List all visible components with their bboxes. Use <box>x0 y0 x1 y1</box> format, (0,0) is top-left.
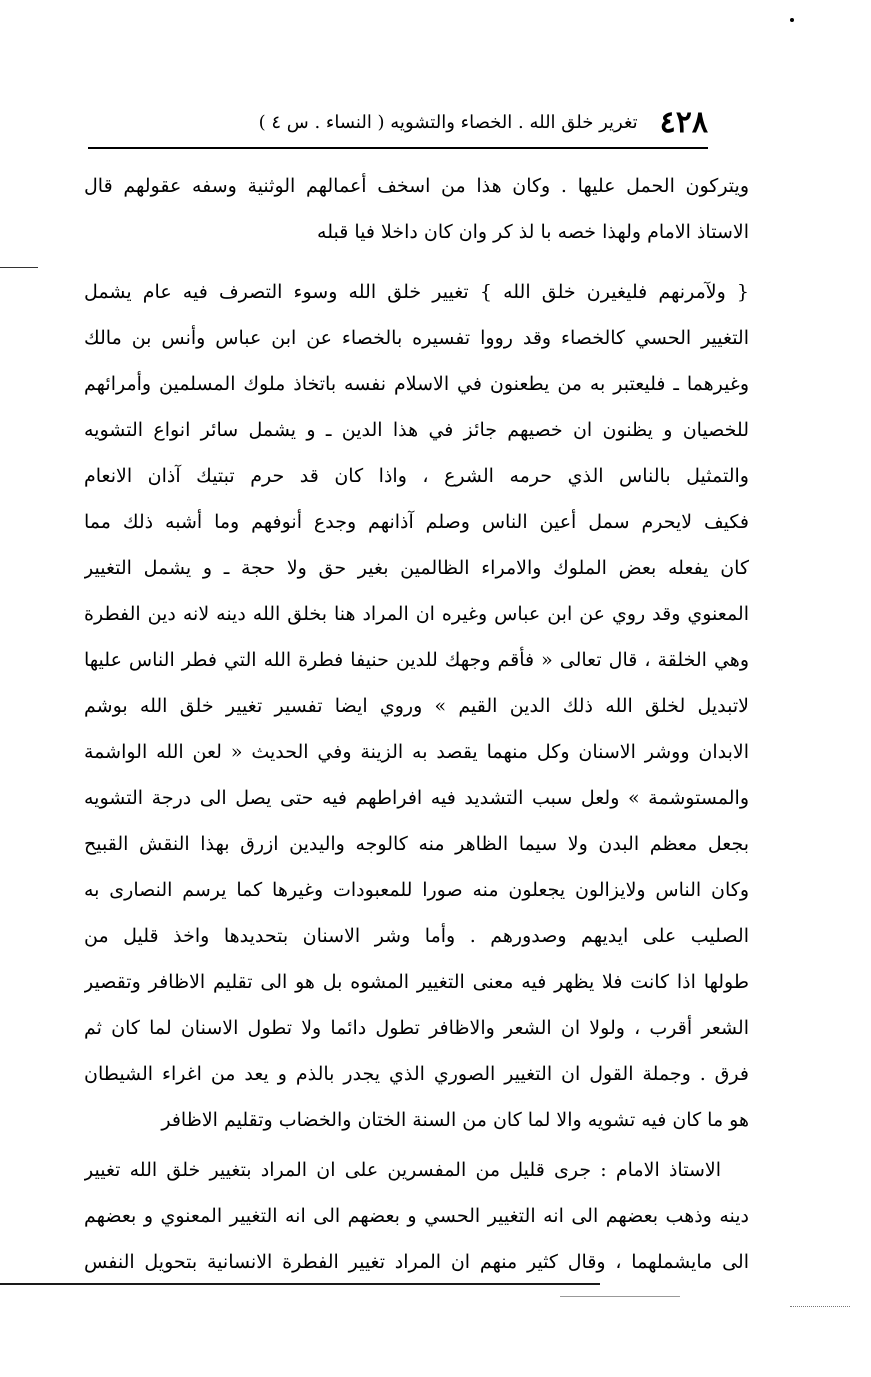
scan-fold-line <box>560 1296 680 1297</box>
margin-mark <box>0 267 38 268</box>
text-line: الى مايشملهما ، وقال كثير منهم ان المراد تغيير الفطرة الانسانية بتحويل النفس <box>84 1251 749 1273</box>
text-line: فكيف لايحرم سمل أعين الناس وصلم آذانهم وجدع أنوفهم وما أشبه ذلك مما <box>84 511 749 533</box>
text-line: المعنوي وقد روي عن ابن عباس وغيره ان المراد هنا بخلق الله دينه لانه دين الفطرة <box>84 603 749 625</box>
running-title: تغرير خلق الله . الخصاء والتشويه ( النساء . س ٤ ) <box>258 111 638 133</box>
text-line: التغيير الحسي كالخصاء وقد رووا تفسيره بالخصاء عن ابن عباس وأنس بن مالك <box>84 327 749 349</box>
text-line: دينه وذهب بعضهم الى انه التغيير الحسي و بعضهم الى انه التغيير المعنوي و بعضهم <box>84 1205 749 1227</box>
text-line: الصليب على ايديهم وصدورهم . وأما وشر الاسنان بتحديدها واخذ قليل من <box>84 925 749 947</box>
text-line: لاتبديل لخلق الله ذلك الدين القيم » وروي ايضا تفسير تغيير خلق الله بوشم <box>84 695 749 717</box>
scan-dotted-mark <box>790 1306 850 1308</box>
scan-speck <box>790 18 794 22</box>
page-number: ٤٢٨ <box>659 104 708 140</box>
text-line: طولها اذا كانت فلا يظهر فيه معنى التغيير المشوه بل هو الى تقليم الاظافر وتقصير <box>84 971 749 993</box>
text-line: الاستاذ الامام ولهذا خصه با لذ كر وان كان داخلا فيا قبله <box>317 221 749 243</box>
text-line: ويتركون الحمل عليها . وكان هذا من اسخف أعمالهم الوثنية وسفه عقولهم قال <box>84 175 749 197</box>
text-line: بجعل معظم البدن ولا سيما الظاهر منه كالوجه واليدين ازرق بهذا النقش القبيح <box>84 833 749 855</box>
text-line: والمستوشمة » ولعل سبب التشديد فيه افراطهم فيه حتى يصل الى درجة التشويه <box>84 787 749 809</box>
text-line: الاستاذ الامام : جرى قليل من المفسرين على ان المراد بتغيير خلق الله تغيير <box>84 1159 721 1181</box>
text-line: والتمثيل بالناس الذي حرمه الشرع ، واذا كان قد حرم تبتيك آذان الانعام <box>84 465 749 487</box>
text-line: كان يفعله بعض الملوك والامراء الظالمين بغير حق ولا حجة ـ و يشمل التغيير <box>84 557 749 579</box>
text-line: الشعر أقرب ، ولولا ان الشعر والاظافر تطول دائما ولا تطول الاسنان لما كان ثم <box>84 1017 749 1039</box>
text-line: وكان الناس ولايزالون يجعلون منه صورا للمعبودات وغيرها كما يرسم النصارى به <box>84 879 749 901</box>
page-header <box>120 102 708 142</box>
text-line: وهي الخلقة ، قال تعالى « فأقم وجهك للدين حنيفا فطرة الله التي فطر الناس عليها <box>84 649 749 671</box>
text-line: وغيرهما ـ فليعتبر به من يطعنون في الاسلام نفسه باتخاذ ملوك المسلمين وأمرائهم <box>84 373 749 395</box>
text-line: هو ما كان فيه تشويه والا لما كان من السنة الختان والخضاب وتقليم الاظافر <box>161 1109 749 1131</box>
text-line: فرق . وجملة القول ان التغيير الصوري الذي يجدر بالذم و يعد من اغراء الشيطان <box>84 1063 749 1085</box>
header-rule <box>88 147 708 149</box>
text-line: { ولآمرنهم فليغيرن خلق الله } تغيير خلق الله وسوء التصرف فيه عام يشمل <box>84 281 749 303</box>
text-line: للخصيان و يظنون ان خصيهم جائز في هذا الدين ـ و يشمل سائر انواع التشويه <box>84 419 749 441</box>
text-line: الابدان ووشر الاسنان وكل منهما يقصد به الزينة وفي الحديث « لعن الله الواشمة <box>84 741 749 763</box>
scan-fold-line <box>0 1283 600 1285</box>
